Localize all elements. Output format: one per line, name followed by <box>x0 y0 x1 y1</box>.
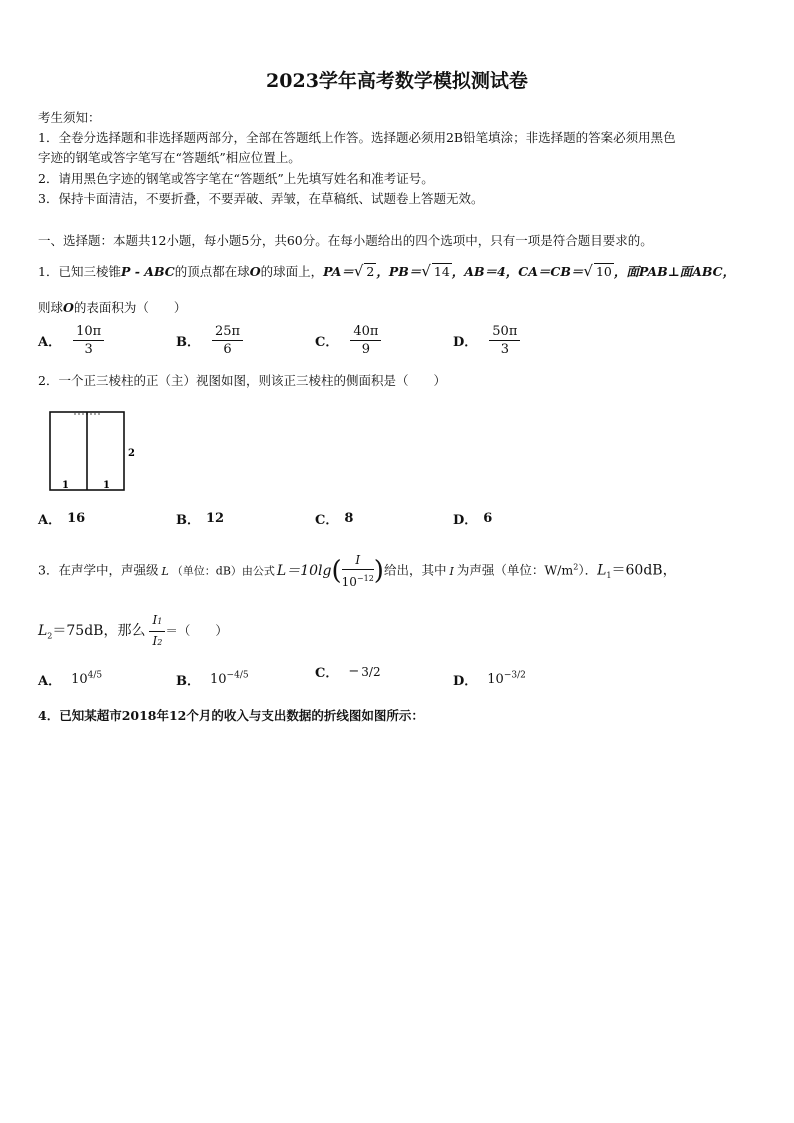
notice-heading: 考生须知： <box>38 110 101 125</box>
section-heading: 一、选择题：本题共12小题，每小题5分，共60分。在每小题给出的四个选项中，只有一项是符合题目要求的。 <box>38 233 653 248</box>
left-paren-icon: ( <box>331 556 342 586</box>
option-value: 8 <box>344 511 354 526</box>
q2-option-d[interactable] <box>453 509 492 528</box>
question-1-line-1 <box>38 263 735 280</box>
fraction-denominator: 9 <box>361 342 371 357</box>
q3-l2: L <box>38 623 48 639</box>
notice-item-3: 3．保持卡面清洁，不要折叠，不要弄破、弄皱，在草稿纸、试题卷上答题无效。 <box>38 191 484 206</box>
q1-o: O <box>249 264 261 279</box>
q2-option-c[interactable] <box>315 509 353 528</box>
option-label: C． <box>315 335 339 350</box>
fraction-numerator: 50π <box>489 324 520 341</box>
q3-l2-value: ＝75dB，那么 <box>52 623 146 639</box>
option-label: B． <box>176 335 200 350</box>
q3-mid2: 为声强（单位：W/m <box>456 562 574 578</box>
question-3-line-2 <box>38 612 228 651</box>
formula-den-exponent: −12 <box>356 574 374 583</box>
q3-mid3: ）． <box>578 562 598 578</box>
page-title: 2023学年高考数学模拟测试卷 <box>266 70 528 92</box>
option-value: 6 <box>483 511 493 526</box>
q1-option-c[interactable] <box>315 324 381 357</box>
right-paren-icon: ) <box>373 556 384 586</box>
option-fraction <box>212 324 243 357</box>
q1-prefix: 1．已知三棱锥 <box>38 264 121 279</box>
q1-pa: PA＝ <box>323 264 354 279</box>
q3-formula-fraction <box>342 552 374 590</box>
q1-line2-prefix: 则球 <box>38 300 64 315</box>
q3-mid: 给出，其中 <box>383 562 447 578</box>
question-1-line-2 <box>38 300 186 316</box>
fraction-denominator <box>342 570 374 590</box>
q3-unit-exponent: 2 <box>573 562 579 572</box>
q3-option-d[interactable] <box>453 670 526 689</box>
ratio-den-sub: 2 <box>157 638 163 647</box>
ratio-num-sub: 1 <box>157 617 163 626</box>
option-label: A． <box>38 335 62 350</box>
q1-option-d[interactable] <box>453 324 520 357</box>
formula-den-base: 10 <box>341 575 357 589</box>
option-label: A． <box>38 674 62 689</box>
q3-ratio-fraction <box>149 612 165 651</box>
option-label: B． <box>176 513 200 528</box>
sqrt-icon: √ <box>353 262 364 280</box>
q1-option-b[interactable] <box>176 324 243 357</box>
figure-label-height: 2 <box>128 448 135 459</box>
question-3-line-1 <box>38 552 677 590</box>
option-fraction <box>489 324 520 357</box>
notice-item-1-line-1: 1．全卷分选择题和非选择题两部分，全部在答题纸上作答。选择题必须用2B铅笔填涂；非选择题的答案必须用黑色 <box>38 130 676 145</box>
fraction-denominator: 6 <box>223 342 232 357</box>
fraction-numerator: I <box>342 552 374 570</box>
q1-mid1: 的顶点都在球 <box>174 264 250 279</box>
q1-pa-value: 2 <box>366 264 375 279</box>
q3-l2-sub: 2 <box>47 631 53 641</box>
ratio-num: I <box>152 613 158 627</box>
option-base: 10 <box>71 672 88 687</box>
option-exponent: 3/2 <box>361 664 381 679</box>
q3-l1-value: ＝60dB， <box>611 562 677 579</box>
option-value: 12 <box>206 511 225 526</box>
option-base: 10 <box>487 672 504 687</box>
figure-label-right: 1 <box>103 480 110 491</box>
q1-line2-tail: 的表面积为（ ） <box>73 300 187 315</box>
option-value: 16 <box>67 511 86 526</box>
fraction-numerator: 25π <box>212 324 243 341</box>
q2-option-b[interactable] <box>176 509 224 528</box>
option-label: A． <box>38 513 62 528</box>
q1-ab: ，AB＝4，CA＝CB＝ <box>451 264 584 279</box>
q3-option-a[interactable] <box>38 670 102 689</box>
option-fraction <box>350 324 381 357</box>
q1-option-a[interactable] <box>38 324 104 357</box>
q2-option-a[interactable] <box>38 509 85 528</box>
q1-cb-value: 10 <box>595 264 612 279</box>
option-label: C． <box>315 513 339 528</box>
option-label: D． <box>453 674 478 689</box>
fraction-denominator <box>149 632 165 651</box>
fraction-denominator: 3 <box>84 342 93 357</box>
q1-pb: ，PB＝ <box>376 264 422 279</box>
fraction-numerator: 40π <box>350 324 381 341</box>
q1-line2-o: O <box>63 300 74 315</box>
q1-mid2: 的球面上， <box>260 264 324 279</box>
ratio-den: I <box>152 634 158 648</box>
option-exponent: 4/5 <box>87 670 103 681</box>
q3-option-c[interactable] <box>315 662 381 681</box>
q1-tail: ，面PAB⊥面ABC， <box>613 264 736 279</box>
q3-unit: （单位：dB）由公式 <box>171 564 275 578</box>
fraction-numerator <box>149 612 165 632</box>
q3-formula-left: L＝10lg <box>276 562 332 579</box>
q1-pabc: P - ABC <box>120 264 175 279</box>
question-4: 4．已知某超市2018年12个月的收入与支出数据的折线图如图所示： <box>38 708 424 723</box>
sqrt-icon: √ <box>421 262 431 280</box>
option-base: − <box>348 664 360 679</box>
notice-item-2: 2．请用黑色字迹的钢笔或答字笔在“答题纸”上先填写姓名和准考证号。 <box>38 171 434 186</box>
q3-option-b[interactable] <box>176 670 249 689</box>
option-label: D． <box>453 513 478 528</box>
option-label: D． <box>453 335 478 350</box>
notice-item-1-line-2: 字迹的钢笔或答字笔写在“答题纸”相应位置上。 <box>38 150 301 165</box>
q3-l1-sub: 1 <box>606 571 612 580</box>
option-label: C． <box>315 666 339 681</box>
option-exponent: −3/2 <box>503 670 526 681</box>
option-label: B． <box>176 674 200 689</box>
q1-pb-value: 14 <box>433 264 450 279</box>
option-base: 10 <box>210 672 227 687</box>
q3-prefix: 3．在声学中，声强级 <box>38 562 159 578</box>
q2-front-view-figure <box>44 408 144 496</box>
q3-var-i: I <box>449 564 454 578</box>
option-fraction <box>73 324 104 357</box>
option-exponent: −4/5 <box>226 670 249 681</box>
q3-tail: ＝（ ） <box>165 623 228 638</box>
fraction-numerator: 10π <box>73 324 104 341</box>
fraction-denominator: 3 <box>500 342 509 357</box>
q3-l1: L <box>597 562 607 579</box>
sqrt-icon: √ <box>583 262 593 280</box>
q3-var-l: L <box>161 564 169 578</box>
figure-label-left: 1 <box>62 480 69 491</box>
option-fraction <box>361 665 380 679</box>
question-2: 2．一个正三棱柱的正（主）视图如图，则该正三棱柱的侧面积是（ ） <box>38 373 446 388</box>
